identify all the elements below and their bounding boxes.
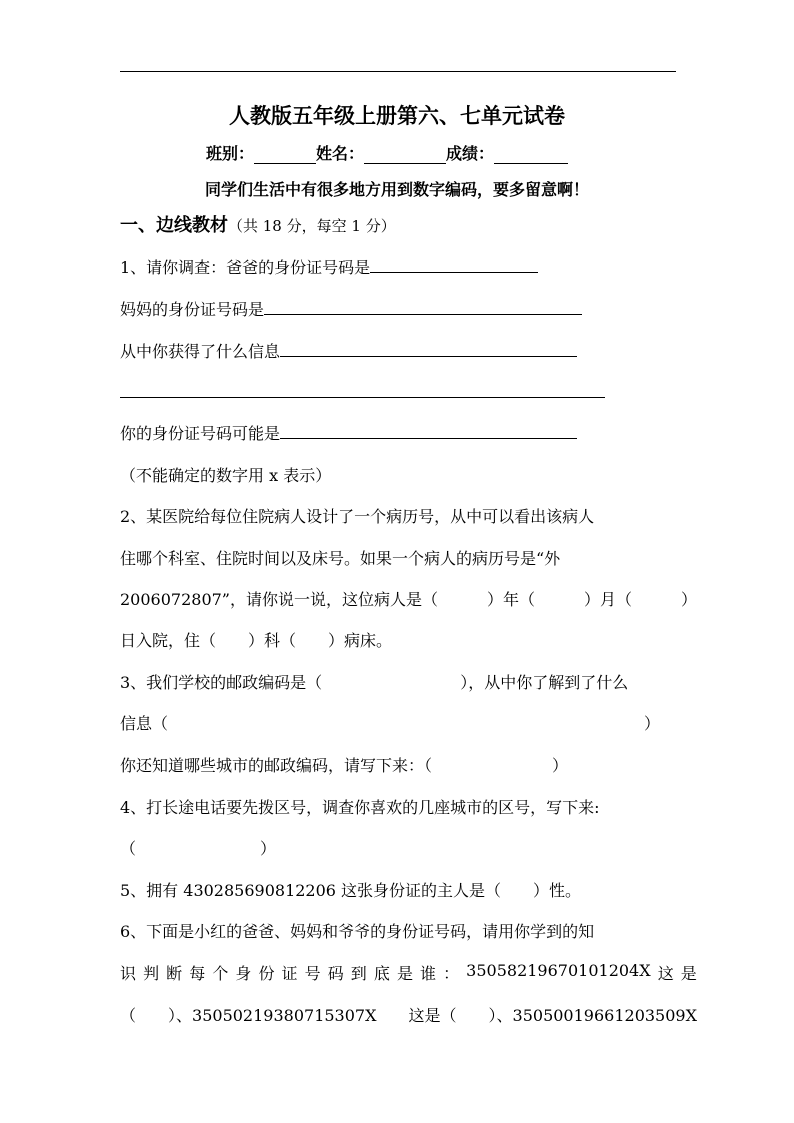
- motto: 同学们生活中有很多地方用到数字编码，要多留意啊！: [204, 180, 589, 199]
- q4-text: （: [120, 839, 137, 858]
- q2-line3-part: ）: [680, 590, 697, 609]
- q1-extra-answer-line[interactable]: [120, 397, 605, 398]
- q1-prompt-father: 1、请你调查：爸爸的身份证号码是: [120, 258, 371, 277]
- q6-line3: [120, 1003, 697, 1026]
- q6-char: 到: [350, 964, 367, 983]
- q1-note: （不能确定的数字用 x 表示）: [120, 466, 332, 485]
- q1-line4: [120, 421, 577, 444]
- q3-text: ）: [552, 756, 569, 775]
- q4-line1: 4、打长途电话要先拨区号，调查你喜欢的几座城市的区号，写下来:: [120, 798, 600, 817]
- class-blank[interactable]: [254, 145, 316, 164]
- q6-char: 底: [373, 964, 390, 983]
- q6-char: 这: [657, 964, 674, 983]
- q5-line: 5、拥有 430285690812206 这张身份证的主人是（ ）性。: [120, 881, 582, 900]
- q1-prompt-mother: 妈妈的身份证号码是: [120, 300, 265, 319]
- q6-char: 谁: [420, 964, 437, 983]
- q6-char: 判: [143, 964, 160, 983]
- q6-id-number: ）、35050019661203509X: [488, 1006, 697, 1025]
- q6-char: 是: [396, 964, 413, 983]
- header-rule: [120, 71, 676, 72]
- section1-title: 一、边线教材: [120, 215, 228, 236]
- q4-line2: [120, 836, 276, 859]
- q6-char: 份: [258, 964, 275, 983]
- q3-line3: [120, 753, 568, 776]
- q6-char: 断: [166, 964, 183, 983]
- name-label: 姓名：: [316, 144, 365, 163]
- class-label: 班别：: [206, 144, 255, 163]
- q2-line3-part: ）月（: [583, 590, 632, 609]
- q3-text: ），从中你了解到了什么: [460, 673, 629, 692]
- q1-line1: [120, 255, 538, 278]
- q6-answer-paren[interactable]: （: [120, 1006, 137, 1025]
- q6-char: 识: [120, 964, 137, 983]
- q2-line2: 住哪个科室、住院时间以及床号。如果一个病人的病历号是“外: [120, 549, 561, 568]
- name-blank[interactable]: [364, 145, 446, 164]
- section1-heading: [120, 211, 396, 237]
- q6-char: 是: [680, 964, 697, 983]
- student-info-fields: [206, 141, 568, 164]
- q1-own-id-blank[interactable]: [280, 421, 577, 439]
- q6-answer-paren[interactable]: 这是（: [408, 1006, 457, 1025]
- q3-text: 你还知道哪些城市的邮政编码，请写下来：（: [120, 756, 433, 775]
- q3-line1: [120, 670, 628, 693]
- q6-char: 码: [327, 964, 344, 983]
- q6-line2: [120, 961, 697, 984]
- q2-line4: 日入院，住（ ）科（ ）病床。: [120, 631, 393, 650]
- q1-prompt-own: 你的身份证号码可能是: [120, 424, 281, 443]
- score-label: 成绩：: [446, 144, 495, 163]
- q3-text: 信息（: [120, 714, 169, 733]
- q1-prompt-info: 从中你获得了什么信息: [120, 342, 281, 361]
- q6-line1: 6、下面是小红的爸爸、妈妈和爷爷的身份证号码，请用你学到的知: [120, 922, 595, 941]
- q1-mother-id-blank[interactable]: [264, 297, 582, 315]
- q6-id-number: 35058219670101204X: [466, 961, 651, 980]
- section1-note: （共 18 分，每空 1 分）: [228, 217, 396, 235]
- q1-info-blank[interactable]: [280, 339, 577, 357]
- q3-text: ）: [644, 714, 661, 733]
- q6-char: 个: [212, 964, 229, 983]
- q1-line3: [120, 339, 577, 362]
- q6-char: 证: [281, 964, 298, 983]
- q6-char: ：: [443, 964, 460, 983]
- q3-line2: [120, 711, 660, 734]
- q4-text: ）: [260, 839, 277, 858]
- q1-father-id-blank[interactable]: [370, 255, 538, 273]
- q6-char: 每: [189, 964, 206, 983]
- q2-line3: [120, 587, 697, 610]
- q6-char: 号: [304, 964, 321, 983]
- q1-line2: [120, 297, 582, 320]
- q6-id-number: ）、35050219380715307X: [168, 1006, 377, 1025]
- q3-text: 3、我们学校的邮政编码是（: [120, 673, 323, 692]
- score-blank[interactable]: [494, 145, 568, 164]
- page-title: 人教版五年级上册第六、七单元试卷: [229, 104, 565, 128]
- q2-line3-part: 2006072807”，请你说一说，这位病人是（: [120, 590, 438, 609]
- q2-line1: 2、某医院给每位住院病人设计了一个病历号，从中可以看出该病人: [120, 507, 595, 526]
- q2-line3-part: ）年（: [486, 590, 535, 609]
- q6-char: 身: [235, 964, 252, 983]
